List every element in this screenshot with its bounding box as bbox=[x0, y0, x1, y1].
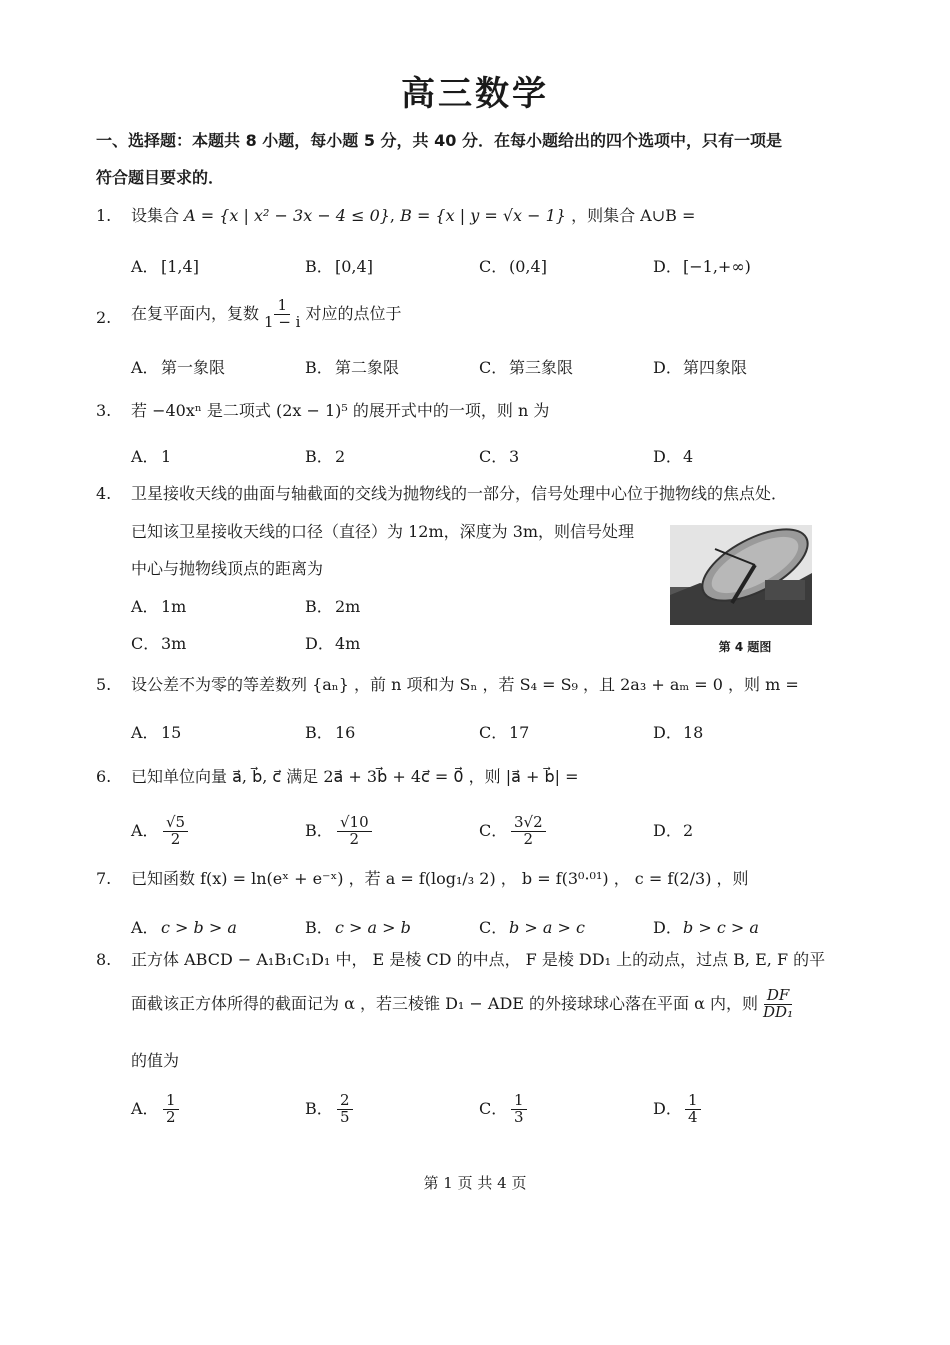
option-c[interactable]: C． 3m bbox=[131, 634, 187, 653]
options-q3 bbox=[131, 442, 831, 472]
option-c[interactable]: C． b > a > c bbox=[479, 918, 585, 937]
option-value: c > a > b bbox=[335, 918, 411, 937]
option-d[interactable]: D．第四象限 bbox=[653, 358, 748, 377]
option-d[interactable]: D．18 bbox=[653, 723, 704, 742]
options-q7 bbox=[131, 913, 831, 943]
option-fraction: $\frac{√10}{2}$ bbox=[337, 815, 372, 848]
option-c[interactable]: C． 第三象限 bbox=[479, 358, 574, 377]
option-value: 第二象限 bbox=[335, 358, 400, 377]
option-value: [−1,+∞) bbox=[683, 257, 751, 276]
question-text: 设公差不为零的等差数列 {aₙ} ，前 n 项和为 Sₙ ，若 S₄ = S₉ ，且 2a₃ + aₘ = 0 ，则 m = bbox=[131, 675, 799, 694]
option-fraction: $\frac{3√2}{2}$ bbox=[511, 815, 546, 848]
option-a[interactable]: A． c > b > a bbox=[131, 918, 237, 937]
question-number: 5. bbox=[96, 675, 112, 694]
question-text-prefix: 在复平面内，复数 bbox=[131, 303, 260, 323]
option-fraction: $\frac{1}{2}$ bbox=[163, 1093, 179, 1126]
option-a[interactable]: A． 1m bbox=[131, 597, 187, 616]
figure-caption: 第 4 题图 bbox=[718, 640, 772, 654]
option-value: 第三象限 bbox=[509, 358, 574, 377]
question-text-line-2 bbox=[131, 988, 798, 1021]
question-number: 8. bbox=[96, 950, 112, 969]
option-d[interactable]: D．b > c > a bbox=[653, 918, 759, 937]
option-value: 16 bbox=[335, 723, 356, 742]
option-b[interactable]: B． [0,4] bbox=[305, 257, 373, 276]
option-c[interactable]: C． 3 bbox=[479, 447, 520, 466]
option-a[interactable]: A． [1,4] bbox=[131, 257, 199, 276]
satellite-dish-image bbox=[670, 525, 812, 625]
question-text-line-3: 中心与抛物线顶点的距离为 bbox=[131, 559, 324, 578]
question-text: 已知函数 f(x) = ln(eˣ + e⁻ˣ) ，若 a = f(log₁/₃ 2) ， b = f(3⁰·⁰¹) ， c = f(2/3) ，则 bbox=[131, 869, 749, 888]
question-text: 若 −40xⁿ 是二项式 (2x − 1)⁵ 的展开式中的一项，则 n 为 bbox=[131, 401, 550, 420]
section-heading-line-2: 符合题目要求的． bbox=[96, 168, 225, 187]
option-c[interactable]: C． $\frac{3√2}{2}$ bbox=[479, 808, 548, 854]
option-value: b > c > a bbox=[683, 918, 759, 937]
option-value: 1m bbox=[161, 597, 187, 616]
question-text: 设集合 A = {x | x² − 3x − 4 ≤ 0}, B = {x | y = √x − 1} ，则集合 A∪B = bbox=[131, 206, 696, 225]
options-q6 bbox=[131, 808, 831, 854]
option-value: 2 bbox=[683, 821, 694, 840]
set-b-expression: B = {x | y = √x − 1} bbox=[400, 206, 566, 225]
question-text-line-1: 卫星接收天线的曲面与轴截面的交线为抛物线的一部分，信号处理中心位于抛物线的焦点处． bbox=[131, 484, 788, 503]
option-value: 3 bbox=[509, 447, 520, 466]
ratio-fraction: $\frac{DF}{\text{DD₁}}$ bbox=[763, 986, 794, 1021]
question-text: 已知单位向量 a⃗, b⃗, c⃗ 满足 2a⃗ + 3b⃗ + 4c⃗ = 0⃗ ，则 |a⃗ + b⃗| = bbox=[131, 767, 579, 786]
set-a-expression: A = {x | x² − 3x − 4 ≤ 0} bbox=[184, 206, 390, 225]
option-value: 4m bbox=[335, 634, 361, 653]
option-value: [1,4] bbox=[161, 257, 199, 276]
option-value: 17 bbox=[509, 723, 530, 742]
complex-fraction: $\frac{1}{1 - i}$ bbox=[264, 296, 301, 331]
option-c[interactable]: C． 17 bbox=[479, 723, 530, 742]
option-fraction: $\frac{√5}{2}$ bbox=[163, 815, 188, 848]
question-number: 7. bbox=[96, 869, 112, 888]
options-q5 bbox=[131, 718, 831, 748]
section-heading-line-1: 一、选择题：本题共 8 小题，每小题 5 分，共 40 分．在每小题给出的四个选项中，只有一项是 bbox=[96, 131, 782, 150]
section-heading bbox=[96, 122, 836, 196]
option-d[interactable]: D．4 bbox=[653, 447, 694, 466]
option-value: 2 bbox=[335, 447, 346, 466]
option-fraction: $\frac{1}{3}$ bbox=[511, 1093, 527, 1126]
question-number: 6. bbox=[96, 767, 112, 786]
option-c[interactable]: C． $\frac{1}{3}$ bbox=[479, 1086, 529, 1132]
question-number: 4. bbox=[96, 484, 112, 503]
option-value: 18 bbox=[683, 723, 704, 742]
option-a[interactable]: A． $\frac{1}{2}$ bbox=[131, 1086, 181, 1132]
page-footer: 第 1 页 共 4 页 bbox=[423, 1174, 527, 1192]
option-b[interactable]: B． c > a > b bbox=[305, 918, 411, 937]
question-number: 1. bbox=[96, 206, 112, 225]
option-value: 3m bbox=[161, 634, 187, 653]
option-b[interactable]: B． 第二象限 bbox=[305, 358, 400, 377]
option-a[interactable]: A． $\frac{√5}{2}$ bbox=[131, 808, 190, 854]
option-b[interactable]: B． 16 bbox=[305, 723, 356, 742]
question-number: 2. bbox=[96, 308, 112, 327]
option-value: 1 bbox=[161, 447, 172, 466]
option-d[interactable]: D．4m bbox=[305, 634, 361, 653]
option-value: [0,4] bbox=[335, 257, 373, 276]
option-a[interactable]: A． 第一象限 bbox=[131, 358, 226, 377]
option-value: 15 bbox=[161, 723, 182, 742]
option-value: 第四象限 bbox=[683, 358, 748, 377]
option-value: 4 bbox=[683, 447, 694, 466]
options-q4-row-2 bbox=[131, 629, 511, 659]
option-a[interactable]: A． 1 bbox=[131, 447, 172, 466]
question-text-prefix: 设集合 bbox=[131, 206, 180, 225]
question-text-line-1: 正方体 ABCD − A₁B₁C₁D₁ 中， E 是棱 CD 的中点， F 是棱 DD₁ 上的动点，过点 B, E, F 的平 bbox=[131, 950, 826, 969]
option-value: 2m bbox=[335, 597, 361, 616]
option-a[interactable]: A． 15 bbox=[131, 723, 182, 742]
option-value: (0,4] bbox=[509, 257, 547, 276]
question-number: 3. bbox=[96, 401, 112, 420]
option-d[interactable]: D．[−1,+∞) bbox=[653, 257, 751, 276]
options-q2 bbox=[131, 353, 831, 383]
option-b[interactable]: B． $\frac{2}{5}$ bbox=[305, 1086, 355, 1132]
option-fraction: $\frac{1}{4}$ bbox=[685, 1093, 701, 1126]
option-c[interactable]: C． (0,4] bbox=[479, 257, 547, 276]
option-d[interactable]: D．2 bbox=[653, 821, 694, 840]
question-text-suffix: 对应的点位于 bbox=[305, 303, 402, 323]
options-q1 bbox=[131, 252, 831, 282]
option-b[interactable]: B． 2m bbox=[305, 597, 361, 616]
option-value: b > a > c bbox=[509, 918, 585, 937]
satellite-dish-icon bbox=[670, 525, 812, 625]
question-text-suffix: ，则集合 A∪B = bbox=[571, 206, 696, 225]
question-text bbox=[131, 298, 836, 331]
question-8 bbox=[96, 948, 836, 1073]
options-q8 bbox=[131, 1086, 831, 1132]
option-b[interactable]: B． 2 bbox=[305, 447, 346, 466]
options-q4-row-1 bbox=[131, 592, 511, 622]
option-value: 第一象限 bbox=[161, 358, 226, 377]
option-fraction: $\frac{2}{5}$ bbox=[337, 1093, 353, 1126]
question-text-line-2-text: 面截该正方体所得的截面记为 α ，若三棱锥 D₁ − ADE 的外接球球心落在平面 α 内，则 bbox=[131, 993, 759, 1013]
question-2 bbox=[96, 298, 836, 338]
option-value: c > b > a bbox=[161, 918, 237, 937]
option-b[interactable]: B． $\frac{√10}{2}$ bbox=[305, 808, 374, 854]
question-text-line-2: 已知该卫星接收天线的口径（直径）为 12m，深度为 3m，则信号处理 bbox=[131, 522, 635, 541]
option-d[interactable]: D． $\frac{1}{4}$ bbox=[653, 1086, 703, 1132]
page-title: 高三数学 bbox=[401, 74, 549, 114]
question-text-line-3: 的值为 bbox=[131, 1051, 180, 1070]
